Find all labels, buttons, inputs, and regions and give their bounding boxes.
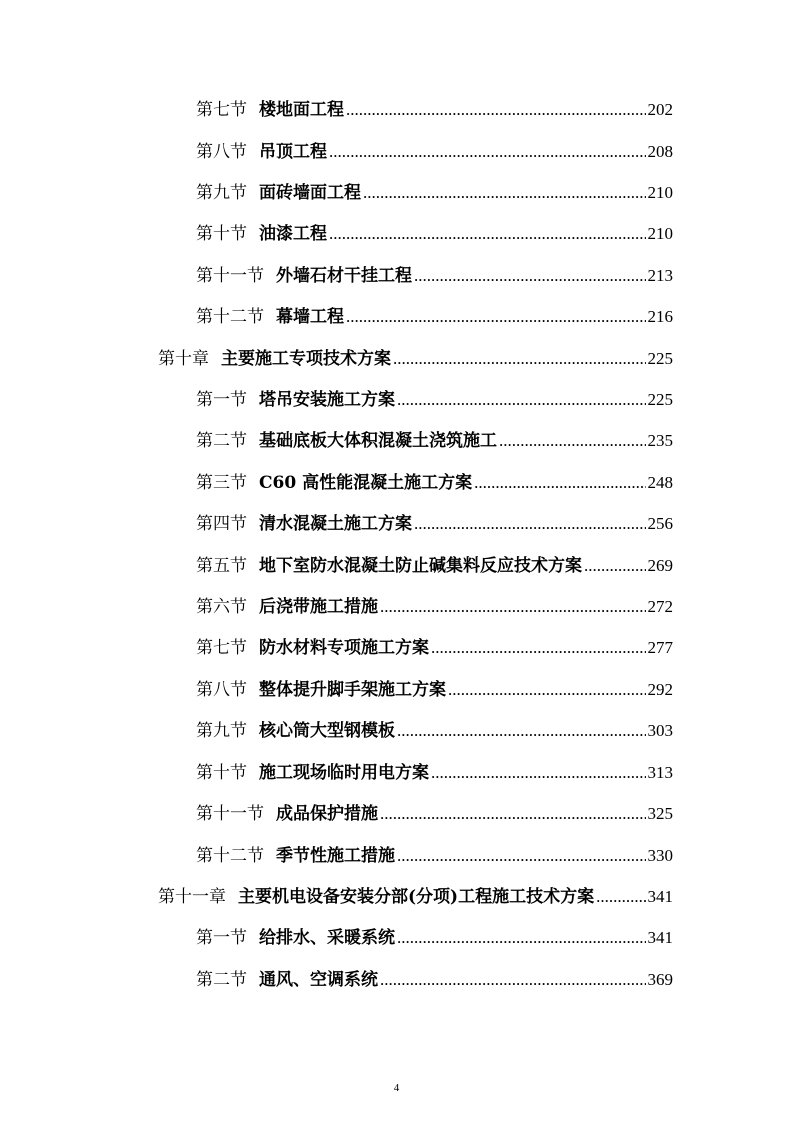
toc-entry-title: 施工现场临时用电方案 xyxy=(259,763,429,783)
toc-entry-page: 325 xyxy=(647,804,673,823)
toc-leader-dots xyxy=(414,511,646,537)
toc-entry-title: 主要施工专项技术方案 xyxy=(221,349,391,369)
toc-entry-page: 313 xyxy=(647,763,673,782)
toc-entry-title: 季节性施工措施 xyxy=(276,846,395,866)
toc-entry-number: 第二节 xyxy=(196,970,247,990)
toc-leader-dots xyxy=(397,718,646,744)
toc-entry-title: 幕墙工程 xyxy=(276,307,344,327)
toc-entry[interactable] xyxy=(196,677,673,703)
toc-entry[interactable] xyxy=(196,553,673,579)
toc-entry-title: C60 高性能混凝土施工方案 xyxy=(259,473,473,493)
toc-entry-page: 210 xyxy=(647,224,673,243)
toc-entry-page: 272 xyxy=(647,597,673,616)
toc-entry-title: 通风、空调系统 xyxy=(259,970,378,990)
toc-entry-number: 第一节 xyxy=(196,390,247,410)
toc-leader-dots xyxy=(431,635,646,661)
toc-entry[interactable] xyxy=(196,718,673,744)
toc-entry[interactable] xyxy=(196,180,673,206)
toc-entry-number: 第六节 xyxy=(196,597,247,617)
toc-entry-title: 清水混凝土施工方案 xyxy=(259,514,412,534)
toc-leader-dots xyxy=(380,967,646,993)
toc-leader-dots xyxy=(393,346,646,372)
toc-entry-page: 256 xyxy=(647,514,673,533)
toc-entry-number: 第四节 xyxy=(196,514,247,534)
toc-leader-dots xyxy=(474,470,645,496)
toc-entry-title: 吊顶工程 xyxy=(259,142,327,162)
toc-entry-title: 主要机电设备安装分部(分项)工程施工技术方案 xyxy=(238,887,595,907)
toc-entry-page: 248 xyxy=(647,473,673,492)
toc-entry[interactable] xyxy=(196,594,673,620)
toc-entry-title: 核心筒大型钢模板 xyxy=(259,721,395,741)
toc-entry-page: 369 xyxy=(647,970,673,989)
toc-entry[interactable] xyxy=(196,967,673,993)
toc-entry-number: 第一节 xyxy=(196,928,247,948)
toc-leader-dots xyxy=(448,677,646,703)
toc-entry-number: 第三节 xyxy=(196,473,247,493)
toc-entry-page: 216 xyxy=(647,307,673,326)
toc-entry-page: 292 xyxy=(647,680,673,699)
toc-leader-dots xyxy=(329,139,646,165)
toc-entry-page: 330 xyxy=(647,846,673,865)
toc-entry-title: 地下室防水混凝土防止碱集料反应技术方案 xyxy=(259,556,582,576)
toc-entry[interactable] xyxy=(196,304,673,330)
toc-leader-dots xyxy=(499,428,646,454)
toc-entry[interactable] xyxy=(196,263,673,289)
toc-leader-dots xyxy=(414,263,646,289)
toc-entry-number: 第七节 xyxy=(196,638,247,658)
toc-entry-title: 外墙石材干挂工程 xyxy=(276,266,412,286)
toc-entry[interactable] xyxy=(196,925,673,951)
toc-entry-title: 面砖墙面工程 xyxy=(259,183,361,203)
toc-chapter-entry[interactable] xyxy=(158,346,673,372)
toc-leader-dots xyxy=(380,801,646,827)
toc-entry-page: 225 xyxy=(647,349,673,368)
toc-entry-number: 第十二节 xyxy=(196,846,264,866)
toc-entry-title: 整体提升脚手架施工方案 xyxy=(259,680,446,700)
page-number: 4 xyxy=(393,1082,400,1094)
toc-entry-number: 第十章 xyxy=(158,349,209,369)
toc-leader-dots xyxy=(397,387,646,413)
toc-entry-page: 303 xyxy=(647,721,673,740)
toc-entry[interactable] xyxy=(196,221,673,247)
toc-entry-number: 第十二节 xyxy=(196,307,264,327)
toc-leader-dots xyxy=(397,925,646,951)
toc-entry-title: 塔吊安装施工方案 xyxy=(259,390,395,410)
toc-entry-title: 楼地面工程 xyxy=(259,100,344,120)
toc-entry[interactable] xyxy=(196,428,673,454)
toc-entry-title: 成品保护措施 xyxy=(276,804,378,824)
toc-entry-title: 基础底板大体积混凝土浇筑施工 xyxy=(259,431,497,451)
toc-entry-page: 225 xyxy=(647,390,673,409)
toc-entry-page: 277 xyxy=(647,638,673,657)
toc-entry-page: 208 xyxy=(647,142,673,161)
toc-chapter-entry[interactable] xyxy=(158,884,673,910)
toc-leader-dots xyxy=(380,594,646,620)
toc-leader-dots xyxy=(584,553,646,579)
toc-entry[interactable] xyxy=(196,760,673,786)
toc-entry[interactable] xyxy=(196,97,673,123)
toc-entry[interactable] xyxy=(196,139,673,165)
toc-entry[interactable] xyxy=(196,387,673,413)
toc-entry-page: 269 xyxy=(647,556,673,575)
toc-entry-number: 第九节 xyxy=(196,183,247,203)
toc-entry[interactable] xyxy=(196,511,673,537)
toc-entry-page: 213 xyxy=(647,266,673,285)
toc-leader-dots xyxy=(363,180,646,206)
toc-entry-title: 给排水、采暖系统 xyxy=(259,928,395,948)
toc-entry-number: 第九节 xyxy=(196,721,247,741)
toc-leader-dots xyxy=(431,760,646,786)
toc-entry-number: 第二节 xyxy=(196,431,247,451)
toc-entry[interactable] xyxy=(196,635,673,661)
toc-entry-page: 210 xyxy=(647,183,673,202)
toc-entry-title: 油漆工程 xyxy=(259,224,327,244)
toc-entry-number: 第十节 xyxy=(196,763,247,783)
toc-leader-dots xyxy=(329,221,646,247)
toc-entry-number: 第十一节 xyxy=(196,804,264,824)
toc-entry-title: 后浇带施工措施 xyxy=(259,597,378,617)
toc-entry-number: 第八节 xyxy=(196,142,247,162)
toc-entry-number: 第七节 xyxy=(196,100,247,120)
toc-entry[interactable] xyxy=(196,470,673,496)
toc-entry-page: 235 xyxy=(647,431,673,450)
toc-entry-page: 341 xyxy=(647,928,673,947)
toc-entry-number: 第十一节 xyxy=(196,266,264,286)
toc-entry[interactable] xyxy=(196,843,673,869)
toc-entry-number: 第八节 xyxy=(196,680,247,700)
toc-entry-number: 第十节 xyxy=(196,224,247,244)
toc-entry-title: 防水材料专项施工方案 xyxy=(259,638,429,658)
toc-entry-number: 第十一章 xyxy=(158,887,226,907)
toc-entry[interactable] xyxy=(196,801,673,827)
toc-leader-dots xyxy=(397,843,646,869)
toc-leader-dots xyxy=(346,97,646,123)
toc-leader-dots xyxy=(596,884,645,910)
toc-entry-page: 341 xyxy=(647,887,673,906)
toc-entry-number: 第五节 xyxy=(196,556,247,576)
toc-entry-page: 202 xyxy=(647,100,673,119)
toc-leader-dots xyxy=(346,304,646,330)
